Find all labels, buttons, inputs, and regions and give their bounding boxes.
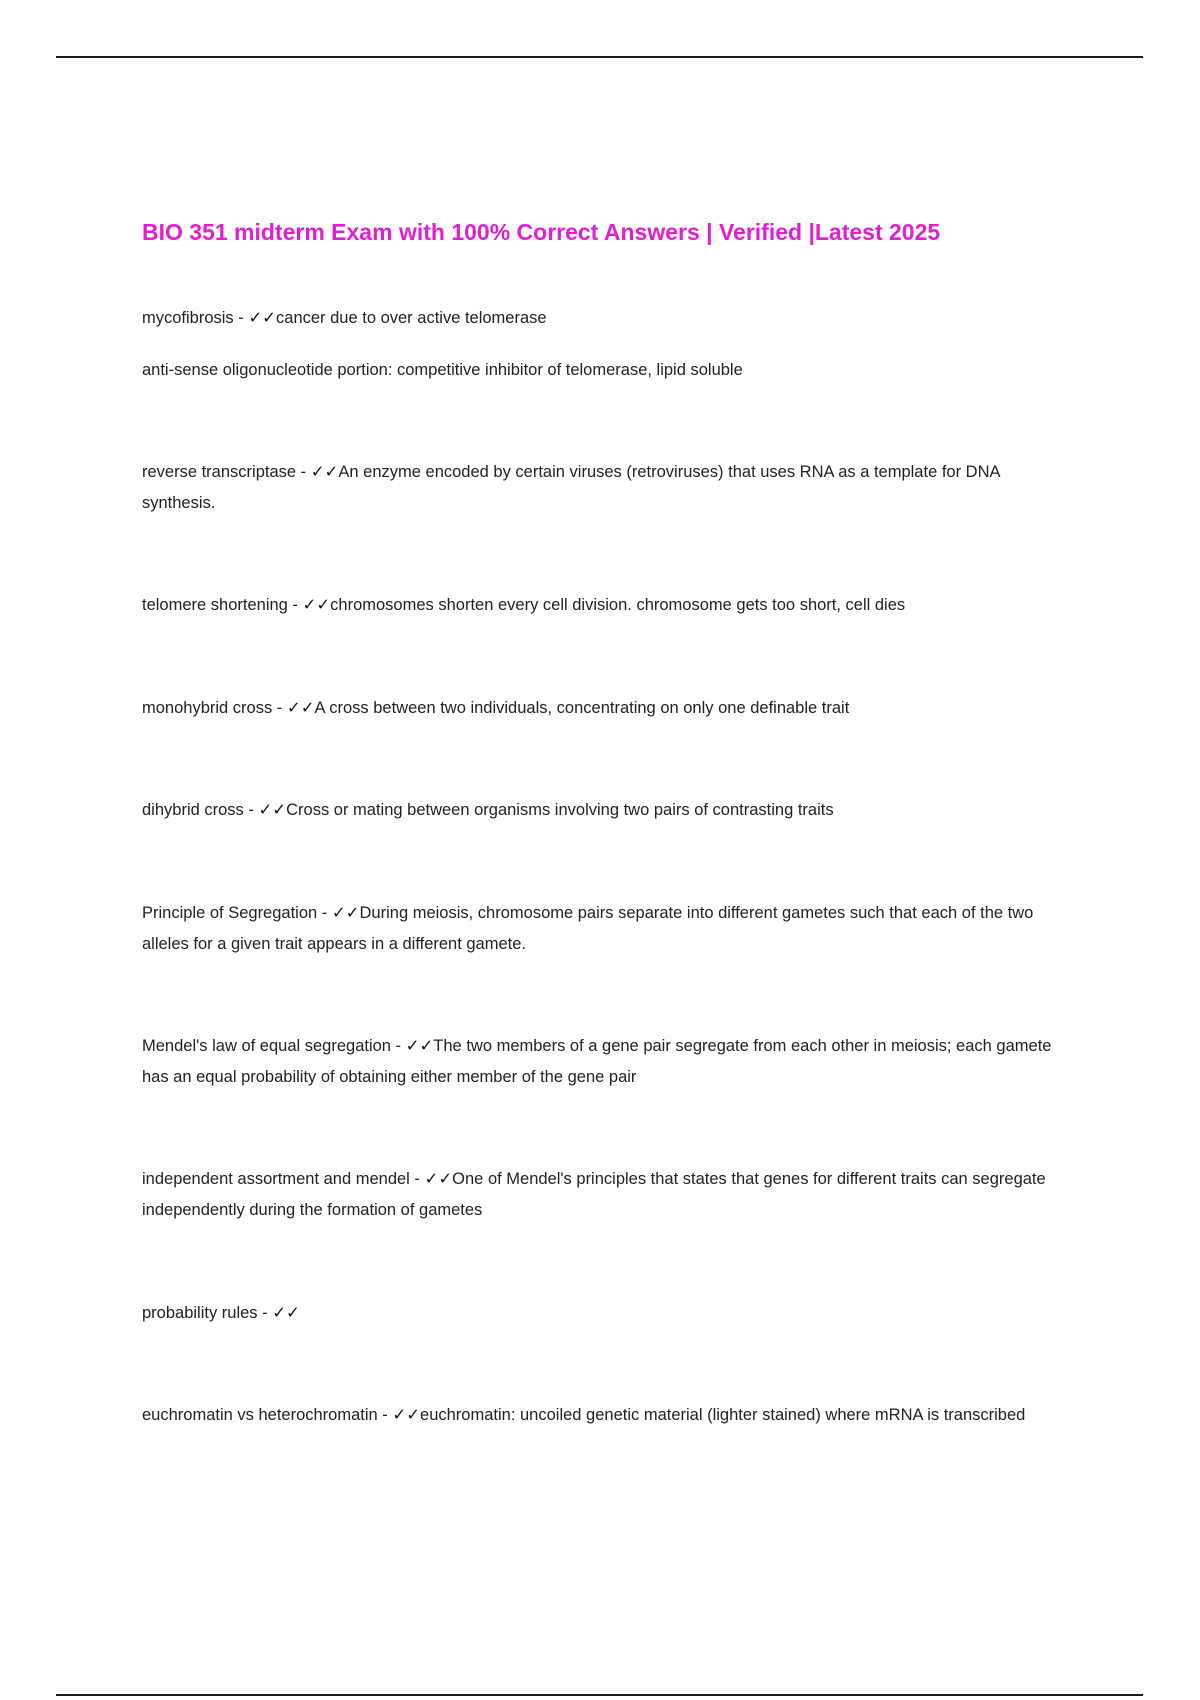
entry-dihybrid-cross <box>142 795 1062 826</box>
entry-term: independent assortment and mendel - <box>142 1170 425 1188</box>
document-title: BIO 351 midterm Exam with 100% Correct Answers | Verified |Latest 2025 <box>142 219 941 245</box>
entry-term: reverse transcriptase - <box>142 463 311 481</box>
entry-definition: anti-sense oligonucleotide portion: competitive inhibitor of telomerase, lipid soluble <box>142 361 743 379</box>
check-mark-icon: ✓✓ <box>272 1304 300 1322</box>
check-mark-icon: ✓✓ <box>248 309 277 327</box>
entry-anti-sense-oligonucleotide <box>142 355 1062 386</box>
entry-definition: chromosomes shorten every cell division. chromosome gets too short, cell dies <box>330 596 906 614</box>
check-mark-icon: ✓✓ <box>258 801 287 819</box>
entry-definition: One of Mendel's principles that states that genes for different traits can segregate independently during the formation of gametes <box>142 1170 1046 1219</box>
entry-term: mycofibrosis - <box>142 309 249 327</box>
check-mark-icon: ✓✓ <box>310 463 339 481</box>
entry-term: telomere shortening - <box>142 596 303 614</box>
entry-telomere-shortening <box>142 590 1062 621</box>
entry-definition: An enzyme encoded by certain viruses (retroviruses) that uses RNA as a template for DNA synthesis. <box>142 463 1000 512</box>
entry-term: probability rules - <box>142 1304 273 1322</box>
entry-definition: During meiosis, chromosome pairs separate into different gametes such that each of the two alleles for a given trait appears in a different gamete. <box>142 904 1034 953</box>
check-mark-icon: ✓✓ <box>424 1170 453 1188</box>
footer-rule <box>56 1694 1143 1696</box>
entry-term: Mendel's law of equal segregation - <box>142 1037 406 1055</box>
check-mark-icon: ✓✓ <box>302 596 331 614</box>
check-mark-icon: ✓✓ <box>331 904 360 922</box>
entry-probability-rules <box>142 1298 1062 1329</box>
entry-definition: A cross between two individuals, concentrating on only one definable trait <box>314 699 850 717</box>
entry-definition: The two members of a gene pair segregate from each other in meiosis; each gamete has an equal probability of obtaining either member of the gene pair <box>142 1037 1052 1086</box>
entry-term: euchromatin vs heterochromatin - <box>142 1406 393 1424</box>
check-mark-icon: ✓✓ <box>405 1037 434 1055</box>
entry-euchromatin-vs-heterochromatin <box>142 1400 1062 1431</box>
entry-mycofibrosis <box>142 303 1062 334</box>
entry-definition: euchromatin: uncoiled genetic material (lighter stained) where mRNA is transcribed <box>420 1406 1026 1424</box>
entry-term: dihybrid cross - <box>142 801 259 819</box>
header-rule <box>56 56 1143 58</box>
check-mark-icon: ✓✓ <box>392 1406 421 1424</box>
check-mark-icon: ✓✓ <box>286 699 315 717</box>
entry-term: monohybrid cross - <box>142 699 287 717</box>
entry-term: Principle of Segregation - <box>142 904 332 922</box>
entry-mendels-law <box>142 1031 1062 1093</box>
entry-principle-of-segregation <box>142 898 1062 960</box>
entry-independent-assortment <box>142 1164 1062 1226</box>
entry-definition: Cross or mating between organisms involving two pairs of contrasting traits <box>286 801 834 819</box>
entry-reverse-transcriptase <box>142 457 1062 519</box>
entry-definition: cancer due to over active telomerase <box>276 309 547 327</box>
entry-monohybrid-cross <box>142 693 1062 724</box>
